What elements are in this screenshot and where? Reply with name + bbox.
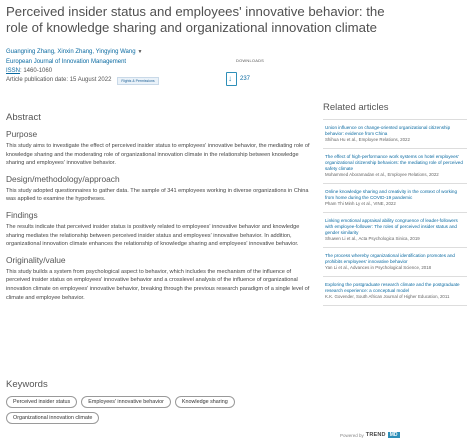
journal-link[interactable]: European Journal of Innovation Management: [6, 59, 127, 65]
related-article-source: Yan Li et al., Advances in Psychological Science, 2018: [325, 265, 432, 270]
rights-permissions-button[interactable]: Rights & Permissions: [117, 77, 158, 85]
keywords-section: [6, 379, 311, 424]
originality-heading: Originality/value: [6, 254, 66, 265]
keyword-chip[interactable]: Knowledge sharing: [175, 396, 235, 408]
related-article-source: Mohammed Aboramadan et al., Employee Relations, 2022: [325, 172, 439, 177]
trendmd-badge[interactable]: [340, 432, 400, 438]
trendmd-logo-md[interactable]: MD: [389, 432, 398, 438]
keyword-chip[interactable]: Perceived insider status: [6, 396, 77, 408]
related-article-item[interactable]: [323, 149, 467, 184]
downloads-counter[interactable]: [226, 72, 250, 86]
originality-text: This study builds a system from psychological aspect to behavior, which includes the mechanism of the influence of perceived insider status on employees' innovative behavior and a crosslevel analysis of the influence of organizational innovation climate on employees' innovative behavior, breaking through the previous research paradigm of a single level of climate and employee behavior.: [6, 268, 310, 301]
trendmd-logo-text[interactable]: TREND: [365, 432, 386, 438]
related-articles-heading: Related articles: [323, 102, 389, 113]
related-article-title[interactable]: Union influence on change-oriented organizational citizenship behavior: evidence from China: [325, 125, 451, 136]
keyword-list: [6, 396, 311, 424]
authors-row[interactable]: [6, 48, 159, 57]
findings-text: The results indicate that perceived insider status is positively related to employees' innovative behavior and knowledge sharing mediates the relationship between perceived insider status and employees' innovative behavior. In addition, organizational innovation climate enhances the relationship of knowledge sharing and employees' innovative behavior.: [6, 223, 300, 248]
related-articles-panel: [323, 102, 467, 306]
keyword-chip[interactable]: Organizational innovation climate: [6, 412, 99, 424]
related-article-title[interactable]: Online knowledge sharing and creativity in the context of working from home during the COVID-19 pandemic: [325, 189, 458, 200]
abstract-section: [6, 112, 311, 302]
article-meta: [6, 48, 159, 85]
article-title: Perceived insider status and employees' innovative behavior: the role of knowledge sharing and organizational innovation climate: [6, 4, 385, 35]
related-article-item[interactable]: [323, 277, 467, 306]
publication-date-row: [6, 76, 159, 85]
downloads-count[interactable]: 237: [240, 76, 251, 82]
related-articles-list: [323, 119, 467, 306]
download-icon[interactable]: [226, 72, 237, 86]
related-article-item[interactable]: [323, 120, 467, 149]
keywords-heading: Keywords: [6, 379, 48, 390]
related-article-item[interactable]: [323, 248, 467, 277]
purpose-heading: Purpose: [6, 129, 38, 139]
related-article-source: Shuwen Li et al., Acta Psychologica Sinica, 2019: [325, 236, 420, 241]
related-article-title[interactable]: Linking emotional appraisal ability congruence of leader-followers with employee-follower: The roles of perceived insider status and gender similarity: [325, 218, 458, 235]
related-article-title[interactable]: The process whereby organizational identification promotes and prohibits employees' innovative behavior: [325, 253, 455, 264]
downloads-label: DOWNLOADS: [236, 58, 265, 63]
abstract-heading: Abstract: [6, 112, 41, 123]
design-text: This study adopted questionnaires to gather data. The sample of 341 employees working in diverse organizations in China was applied to examine the hypotheses.: [6, 187, 309, 203]
keyword-chip[interactable]: Employees' innovative behavior: [81, 396, 171, 408]
authors-list[interactable]: Guangning Zhang, Xinxin Zhang, Yingying Wang: [6, 49, 136, 55]
chevron-down-icon[interactable]: ▼: [137, 49, 143, 55]
related-article-source: Shihua Hu et al., Employee Relations, 2022: [325, 137, 410, 142]
issn-line: [6, 67, 159, 76]
issn-link[interactable]: ISSN: [6, 68, 21, 74]
related-article-title[interactable]: The effect of high-performance work systems on hotel employees' organizational citizenship behaviors: the mediating role of perceived safety climate: [325, 154, 463, 171]
powered-by-label: Powered by: [340, 432, 364, 438]
related-article-item[interactable]: [323, 184, 467, 213]
related-article-source: K.K. Govender, South African Journal of Higher Education, 2011: [325, 294, 450, 299]
purpose-text: This study aims to investigate the effect of perceived insider status to employees' innovative behavior, the mediating role of knowledge sharing and the moderating role of organizational innovation climate in the relationship between knowledge sharing and employees' innovative behavior.: [6, 143, 310, 167]
related-article-title[interactable]: Exploring the postgraduate research climate and the postgraduate research experience: a conceptual model: [325, 282, 460, 293]
publication-date: Article publication date: 15 August 2022: [6, 77, 112, 83]
related-article-item[interactable]: [323, 213, 467, 248]
findings-heading: Findings: [6, 209, 38, 220]
design-heading: Design/methodology/approach: [6, 173, 120, 184]
related-article-source: Pham Thi Minh Ly et al., VINE, 2022: [325, 201, 396, 206]
issn-value: : 1460-1060: [20, 68, 53, 74]
